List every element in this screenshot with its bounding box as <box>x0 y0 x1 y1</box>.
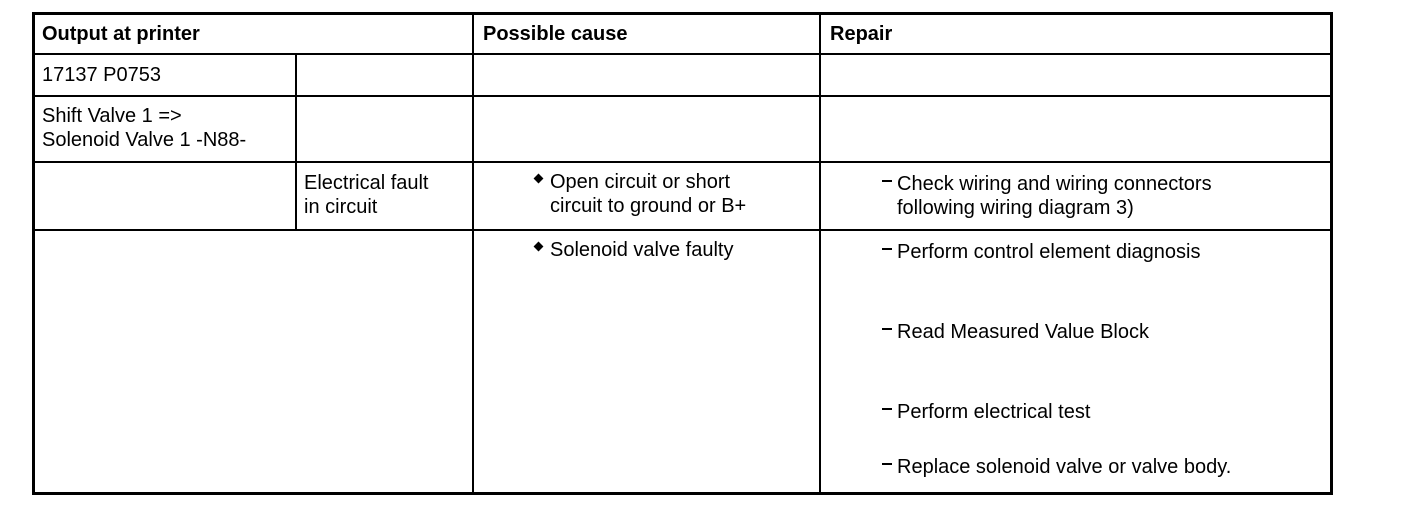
cause-1-line-1: Open circuit or short <box>550 171 731 193</box>
header-possible-cause: Possible cause <box>483 23 628 45</box>
repair-4-line-1: Perform electrical test <box>897 401 1091 423</box>
cause-2-line-1: Solenoid valve faulty <box>550 239 734 261</box>
repair-5-line-1: Replace solenoid valve or valve body. <box>897 456 1232 478</box>
bullet-dash-icon <box>882 180 892 182</box>
col-divider-repair <box>819 15 821 492</box>
repair-3-line-1: Read Measured Value Block <box>897 321 1149 343</box>
repair-1-line-2: following wiring diagram 3) <box>897 197 1134 219</box>
bullet-dash-icon <box>882 248 892 250</box>
component-line-2: Solenoid Valve 1 -N88- <box>42 129 247 151</box>
header-output-at-printer: Output at printer <box>42 23 200 45</box>
row-divider-4 <box>35 229 1330 231</box>
row-divider-3 <box>35 161 1330 163</box>
repair-2-line-1: Perform control element diagnosis <box>897 241 1201 263</box>
bullet-dash-icon <box>882 328 892 330</box>
cause-1-line-2: circuit to ground or B+ <box>550 195 747 217</box>
repair-1-line-1: Check wiring and wiring connectors <box>897 173 1212 195</box>
col-divider-cause <box>472 15 474 492</box>
fault-type-line-1: Electrical fault <box>304 172 429 194</box>
row-divider-2 <box>35 95 1330 97</box>
row-divider-1 <box>35 53 1330 55</box>
header-repair: Repair <box>830 23 893 45</box>
bullet-dash-icon <box>882 463 892 465</box>
fault-type-line-2: in circuit <box>304 196 378 218</box>
fault-code: 17137 P0753 <box>42 64 162 86</box>
component-line-1: Shift Valve 1 => <box>42 105 182 127</box>
bullet-dash-icon <box>882 408 892 410</box>
col-divider-sub <box>295 53 297 231</box>
